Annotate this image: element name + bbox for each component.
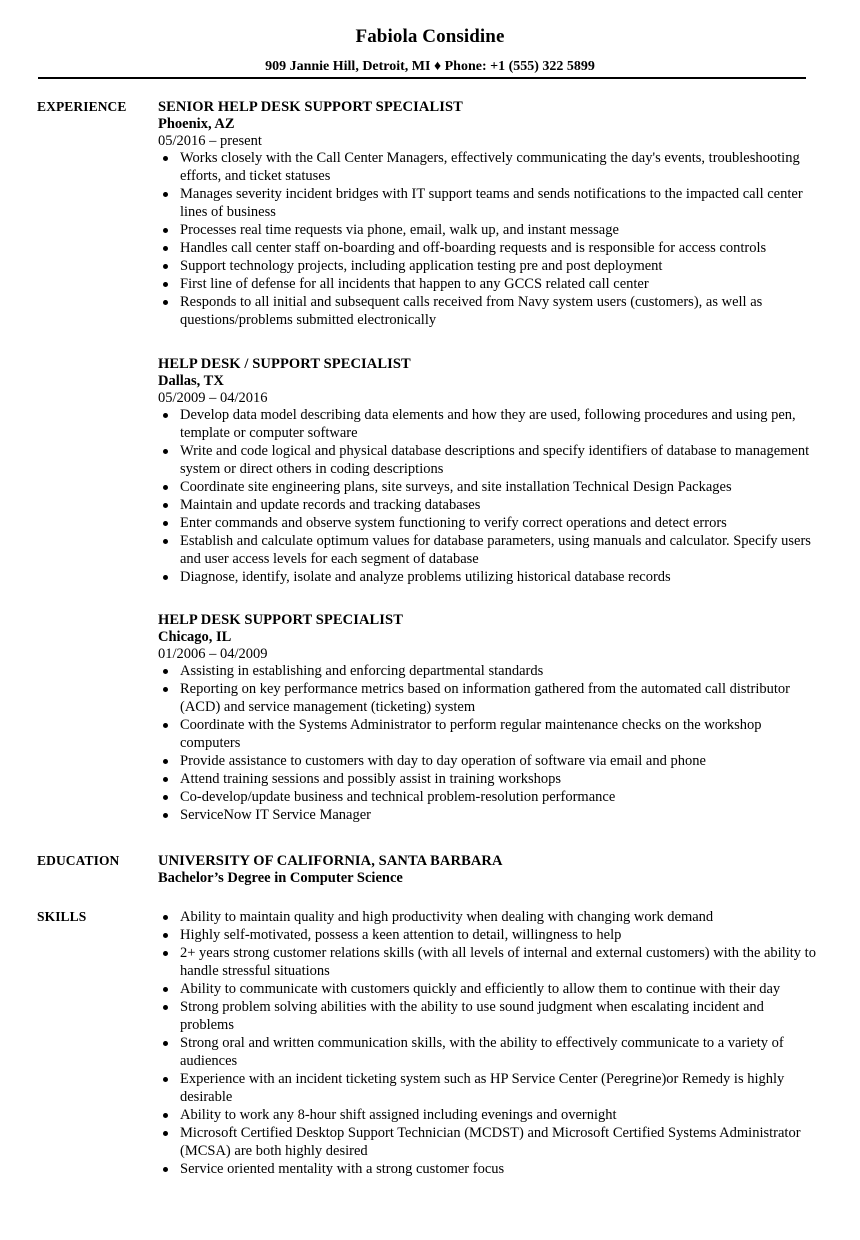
job-location: Phoenix, AZ bbox=[158, 116, 235, 132]
list-item: Handles call center staff on-boarding and off-boarding requests and is responsible for access controls bbox=[158, 239, 818, 257]
job-location: Chicago, IL bbox=[158, 629, 232, 645]
list-item: Coordinate site engineering plans, site surveys, and site installation Technical Design Packages bbox=[158, 478, 818, 496]
list-item: Works closely with the Call Center Managers, effectively communicating the day's events, troubleshooting efforts, and ticket statuses bbox=[158, 149, 818, 185]
list-item: Provide assistance to customers with day to day operation of software via email and phone bbox=[158, 752, 818, 770]
list-item: Write and code logical and physical database descriptions and specify identifiers of database to management system or direct others in coding descriptions bbox=[158, 442, 818, 478]
list-item: Develop data model describing data elements and how they are used, following procedures and using pen, template or computer software bbox=[158, 406, 818, 442]
skills-entry bbox=[158, 908, 818, 1178]
school-name: UNIVERSITY OF CALIFORNIA, SANTA BARBARA bbox=[158, 853, 503, 869]
job-dates: 05/2016 – present bbox=[158, 133, 262, 149]
section-label-skills: SKILLS bbox=[37, 909, 87, 924]
list-item: Service oriented mentality with a strong customer focus bbox=[158, 1160, 818, 1178]
section-label-education: EDUCATION bbox=[37, 853, 120, 868]
list-item: Responds to all initial and subsequent calls received from Navy system users (customers), as well as questions/problems submitted electronically bbox=[158, 293, 818, 329]
list-item: Establish and calculate optimum values for database parameters, using manuals and calculator. Specify users and user access levels for each segment of database bbox=[158, 532, 818, 568]
contact-line: 909 Jannie Hill, Detroit, MI ♦ Phone: +1 (555) 322 5899 bbox=[265, 59, 595, 74]
list-item: Ability to work any 8-hour shift assigned including evenings and overnight bbox=[158, 1106, 818, 1124]
list-item: Co-develop/update business and technical problem-resolution performance bbox=[158, 788, 818, 806]
list-item: Strong oral and written communication skills, with the ability to effectively communicate to a variety of audiences bbox=[158, 1034, 818, 1070]
header-divider bbox=[38, 77, 806, 79]
list-item: Highly self-motivated, possess a keen attention to detail, willingness to help bbox=[158, 926, 818, 944]
list-item: Maintain and update records and tracking databases bbox=[158, 496, 818, 514]
job-title: SENIOR HELP DESK SUPPORT SPECIALIST bbox=[158, 99, 463, 115]
list-item: Microsoft Certified Desktop Support Technician (MCDST) and Microsoft Certified Systems Administrator (MCSA) are both highly desired bbox=[158, 1124, 818, 1160]
job-title: HELP DESK SUPPORT SPECIALIST bbox=[158, 612, 403, 628]
candidate-name: Fabiola Considine bbox=[355, 26, 505, 47]
list-item: Manages severity incident bridges with IT support teams and sends notifications to the impacted call center lines of business bbox=[158, 185, 818, 221]
list-item: First line of defense for all incidents that happen to any GCCS related call center bbox=[158, 275, 818, 293]
job-location: Dallas, TX bbox=[158, 373, 224, 389]
list-item: ServiceNow IT Service Manager bbox=[158, 806, 818, 824]
list-item: Ability to maintain quality and high productivity when dealing with changing work demand bbox=[158, 908, 818, 926]
list-item: Attend training sessions and possibly assist in training workshops bbox=[158, 770, 818, 788]
list-item: Assisting in establishing and enforcing departmental standards bbox=[158, 662, 818, 680]
job-entry-2 bbox=[158, 355, 818, 586]
list-item: Ability to communicate with customers quickly and efficiently to allow them to continue with their day bbox=[158, 980, 818, 998]
list-item: Strong problem solving abilities with the ability to use sound judgment when escalating incident and problems bbox=[158, 998, 818, 1034]
education-entry bbox=[158, 852, 818, 887]
degree-name: Bachelor’s Degree in Computer Science bbox=[158, 870, 403, 886]
list-item: 2+ years strong customer relations skills (with all levels of internal and external customers) with the ability to handle stressful situations bbox=[158, 944, 818, 980]
list-item: Support technology projects, including application testing pre and post deployment bbox=[158, 257, 818, 275]
list-item: Enter commands and observe system functioning to verify correct operations and detect errors bbox=[158, 514, 818, 532]
list-item: Experience with an incident ticketing system such as HP Service Center (Peregrine)or Remedy is highly desirable bbox=[158, 1070, 818, 1106]
section-label-experience: EXPERIENCE bbox=[37, 99, 127, 114]
list-item: Coordinate with the Systems Administrator to perform regular maintenance checks on the workshop computers bbox=[158, 716, 818, 752]
list-item: Reporting on key performance metrics based on information gathered from the automated call distributor (ACD) and service management (ticketing) system bbox=[158, 680, 818, 716]
skills-list bbox=[158, 908, 818, 1178]
list-item: Processes real time requests via phone, email, walk up, and instant message bbox=[158, 221, 818, 239]
job-title: HELP DESK / SUPPORT SPECIALIST bbox=[158, 356, 411, 372]
job-bullets bbox=[158, 149, 818, 329]
job-dates: 05/2009 – 04/2016 bbox=[158, 390, 268, 406]
job-dates: 01/2006 – 04/2009 bbox=[158, 646, 268, 662]
list-item: Diagnose, identify, isolate and analyze problems utilizing historical database records bbox=[158, 568, 818, 586]
job-entry-3 bbox=[158, 611, 818, 824]
job-bullets bbox=[158, 406, 818, 586]
job-bullets bbox=[158, 662, 818, 824]
job-entry-1 bbox=[158, 98, 818, 329]
